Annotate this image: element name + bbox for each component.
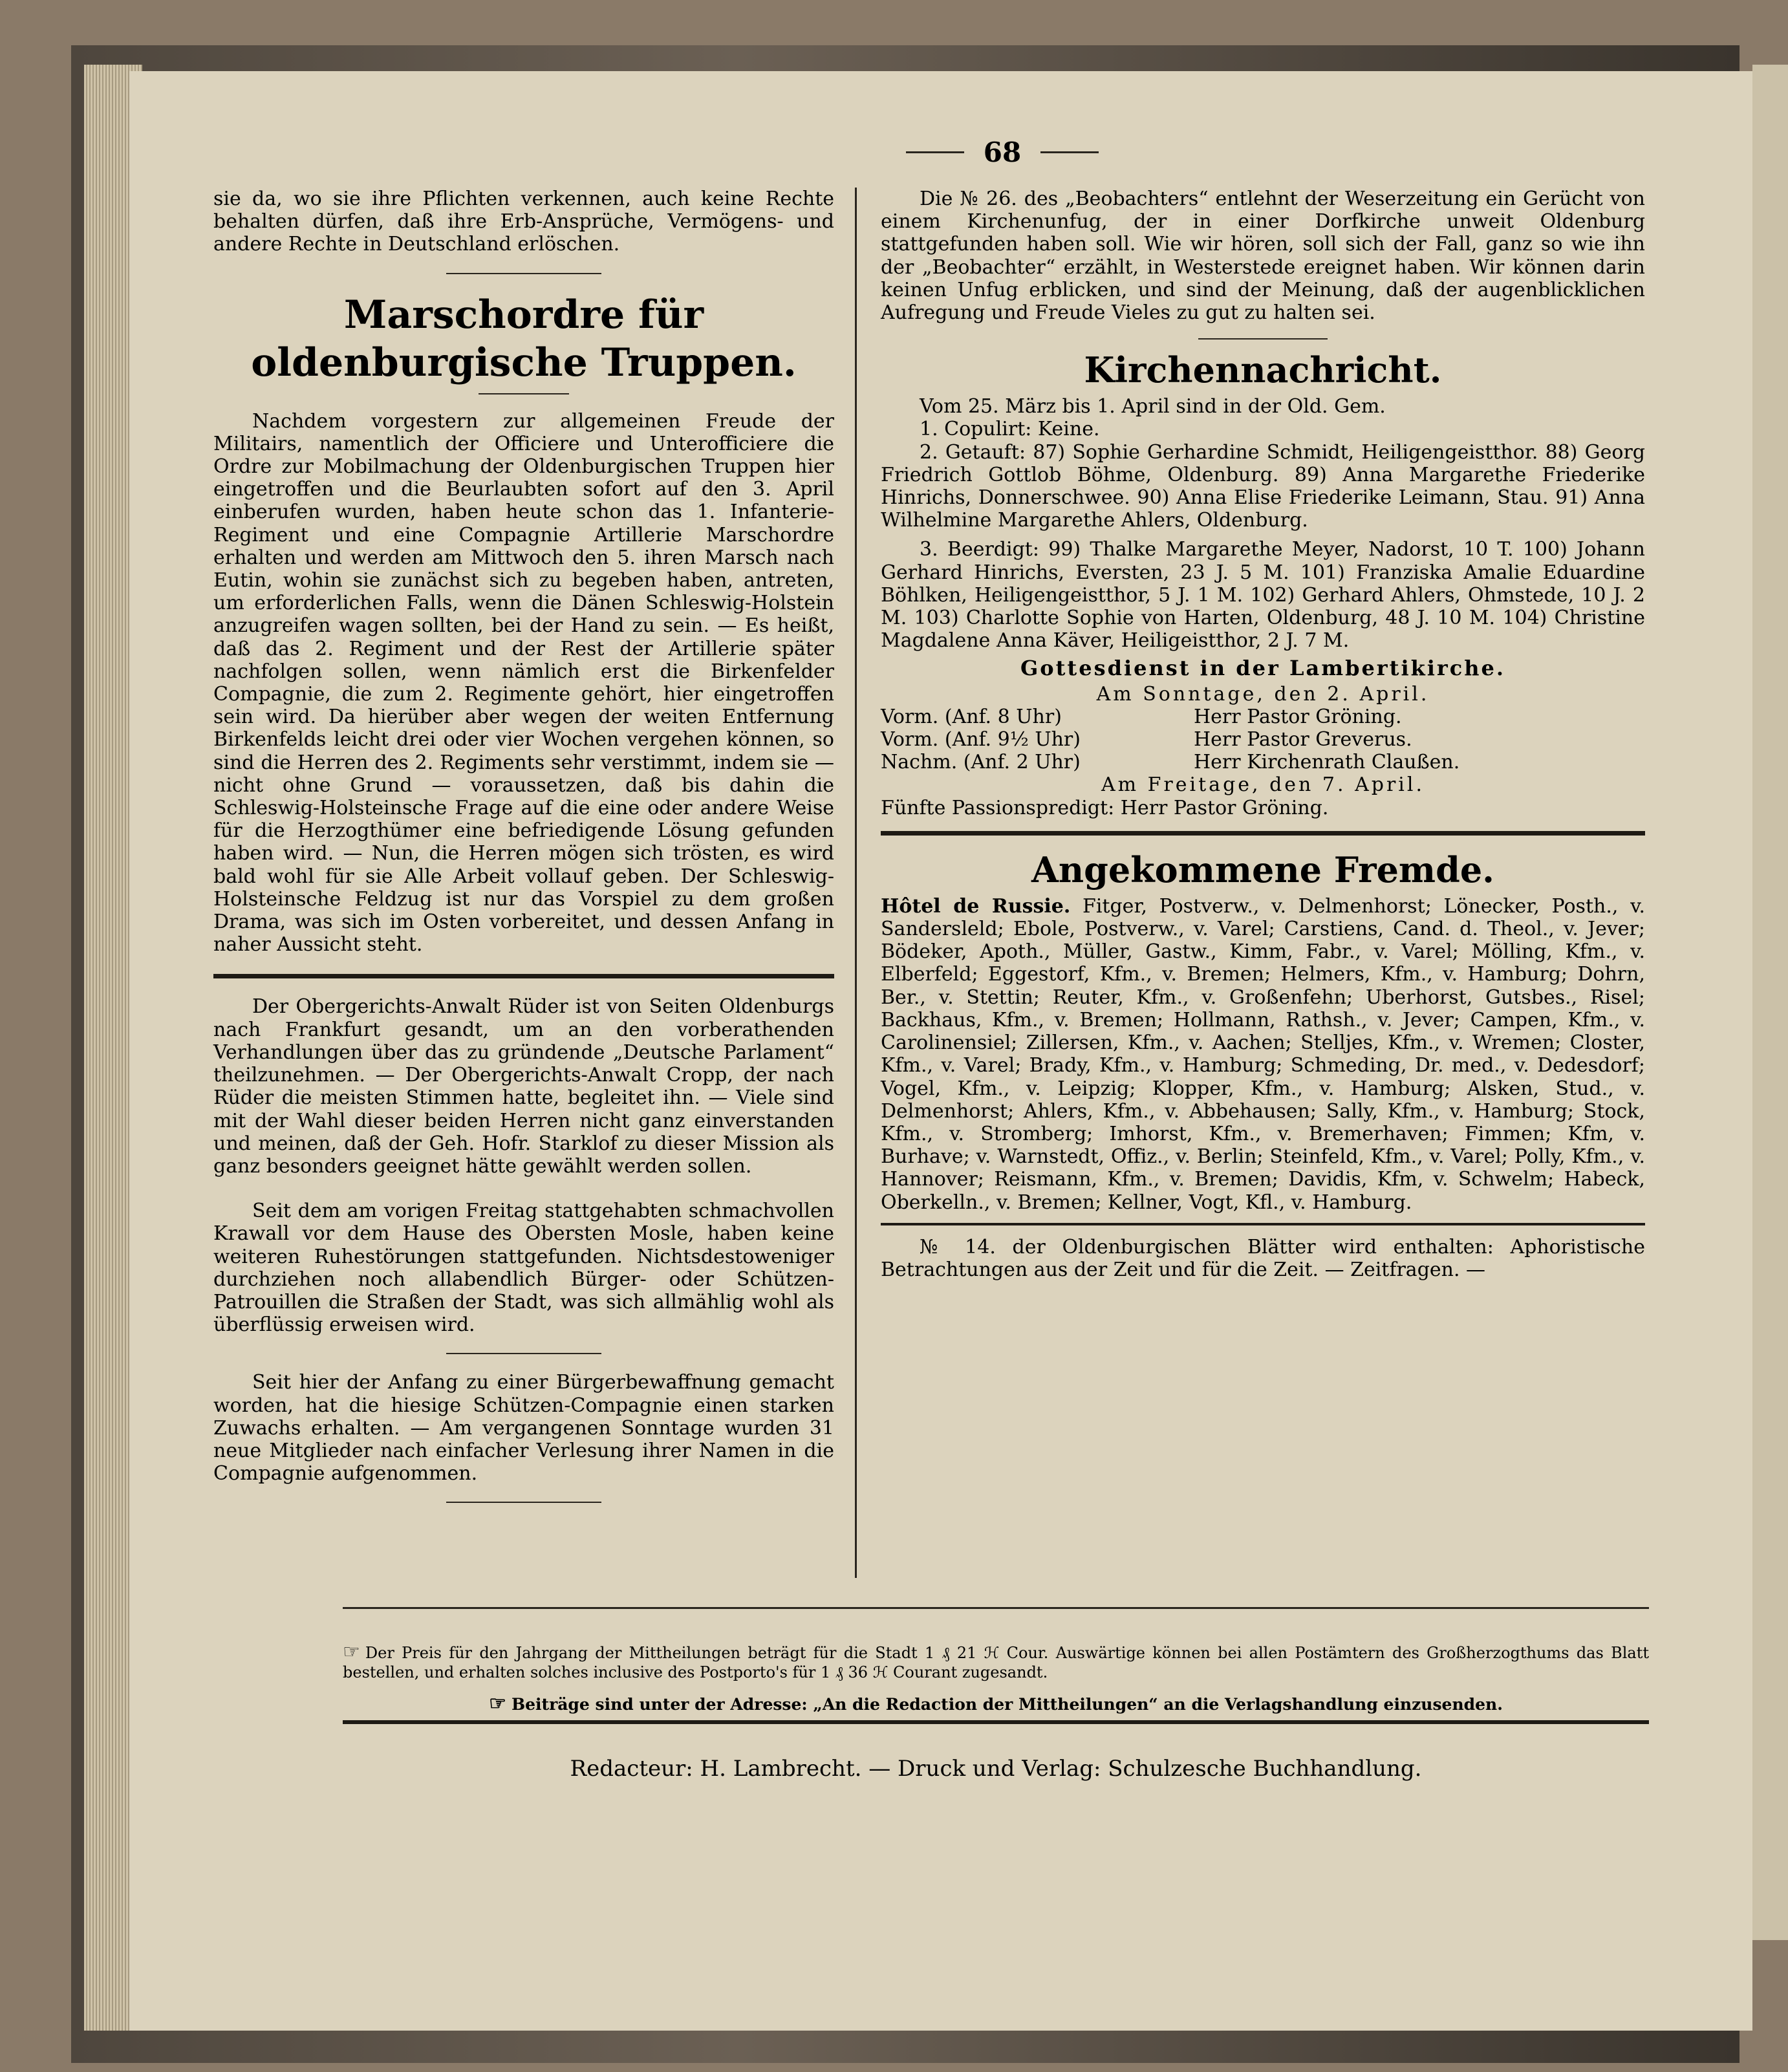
service-row — [881, 751, 1645, 773]
sunday-line: Am Sonntage, den 2. April. — [1096, 682, 1430, 706]
service-time: Vorm. (Anf. 9½ Uhr) — [881, 728, 1081, 751]
column-divider — [855, 188, 857, 1578]
copulirt-entry: 1. Copulirt: Keine. — [920, 418, 1100, 441]
angekommene-fremde-heading: Angekommene Fremde. — [1031, 848, 1494, 890]
page-number-dash-right — [1040, 151, 1099, 153]
imprint: Redacteur: H. Lambrecht. — Druck und Verlag: Schulzesche Buchhandlung. — [570, 1756, 1422, 1782]
beobachter-article: Die № 26. des „Beobachters“ entlehnt der Weserzeitung ein Gerücht von einem Kirchenunfug, der in einer Dorfkirche unweit Oldenburg stattgefunden haben soll. Wie wir hören, soll sich der Fall, ganz so wie ihn der „Beobachter“ erzählt, in Westerstede ereignet haben. Wir können darin keinen Unfug erblicken, und sind der Meinung, daß der augenblicklichen Aufregung und Freude Vieles zu gut zu halten sei. — [881, 188, 1645, 325]
page-number-dash-left — [906, 151, 964, 153]
short-rule — [446, 1353, 601, 1354]
left-column — [213, 188, 834, 1520]
thick-rule — [881, 831, 1645, 836]
service-time: Nachm. (Anf. 2 Uhr) — [881, 751, 1081, 774]
service-row — [881, 728, 1645, 751]
passion-line: Fünfte Passionspredigt: Herr Pastor Gröning. — [881, 796, 1329, 819]
page-number-row — [744, 133, 1261, 171]
kirchennachricht-heading: Kirchennachricht. — [1084, 349, 1442, 391]
arrivals-paragraph — [881, 895, 1645, 1214]
marschordre-article: Nachdem vorgestern zur allgemeinen Freude der Militairs, namentlich der Officiere und Unterofficiere die Ordre zur Mobilmachung der Oldenburgischen Truppen hier eingetroffen und die Beurlaubten sofort auf den 3. April einberufen wurden, haben heute schon das 1. Infanterie-Regiment und eine Compagnie Artillerie Marschordre erhalten und werden am Mittwoch den 5. ihren Marsch nach Eutin, wohin sie zunächst sich zu begeben haben, antreten, um erforderlichen Falls, wenn die Dänen Schleswig-Holstein anzugreifen wagen sollten, bei der Hand zu sein. — Es heißt, daß das 2. Regiment und der Rest der Artillerie später nachfolgen sollen, wenn nämlich erst die Birkenfelder Compagnie, die zum 2. Regimente gehört, hier eingetroffen sein wird. Da hierüber aber wegen der weiten Entfernung Birkenfelds leicht drei oder vier Wochen vergehen können, so sind die Herren des 2. Regiments sehr verstimmt, indem sie — nicht ohne Grund — voraussetzen, daß bis dahin die Schleswig-Holsteinsche Frage auf die eine oder andere Weise für die Herzogthümer eine befriedigende Lösung gefunden haben wird. — Nun, die Herren mögen sich trösten, es wird bald wohl für sie Alle Arbeit vollauf geben. Der Schleswig-Holsteinsche Feldzug ist nur das Vorspiel zu dem großen Drama, was sich im Osten vorbereitet, und dessen Anfang in naher Aussicht steht. — [213, 409, 834, 956]
service-preacher: Herr Kirchenrath Claußen. — [1194, 751, 1460, 774]
blaetter-notice: № 14. der Oldenburgischen Blätter wird enthalten: Aphoristische Betrachtungen aus der Zeit und für die Zeit. — Zeitfragen. — — [881, 1235, 1645, 1281]
service-time: Vorm. (Anf. 8 Uhr) — [881, 705, 1062, 728]
krawall-article: Seit dem am vorigen Freitag stattgehabten schmachvollen Krawall vor dem Hause des Obersten Mosle, haben keine weiteren Ruhestörungen stattgefunden. Nichtsdestoweniger durchziehen noch allabendlich Bürger- oder Schützen-Patrouillen die Straßen der Stadt, was sich allmählig wohl als überflüssig erweisen wird. — [213, 1200, 834, 1337]
right-page-strip — [1752, 65, 1788, 1940]
right-column — [881, 188, 1645, 1281]
beerdigt-entry: 3. Beerdigt: 99) Thalke Margarethe Meyer, Nadorst, 10 T. 100) Johann Gerhard Hinrichs, Eversten, 23 J. 5 M. 101) Franziska Amalie Eduardine Böhlken, Heiligengeistthor, 5 J. 1 M. 102) Gerhard Ahlers, Ohmstede, 10 J. 2 M. 103) Charlotte Sophie von Harten, Oldenburg, 48 J. 10 M. 104) Christine Magdalene Anna Käver, Heiligeistthor, 2 J. 7 M. — [881, 538, 1645, 653]
price-notice — [343, 1643, 1649, 1682]
service-row — [881, 706, 1645, 728]
short-rule — [479, 393, 569, 394]
service-preacher: Herr Pastor Gröning. — [1194, 705, 1402, 728]
short-rule — [446, 273, 601, 274]
footer-rule — [343, 1607, 1649, 1609]
short-rule — [446, 1502, 601, 1503]
submission-notice — [343, 1694, 1649, 1714]
rueder-article: Der Obergerichts-Anwalt Rüder ist von Seiten Oldenburgs nach Frankfurt gesandt, um an den vorberathenden Verhandlungen über das zu gründende „Deutsche Parlament“ theilzunehmen. — Der Obergerichts-Anwalt Cropp, der nach Rüder die meisten Stimmen hatte, begleitet ihn. — Viele sind mit der Wahl dieser beiden Herren nicht ganz einverstanden und meinen, daß der Geh. Hofr. Starklof zu dieser Mission als ganz besonders geeignet hätte gewählt werden sollen. — [213, 995, 834, 1178]
pointing-hand-icon: ☞ — [489, 1692, 506, 1715]
buergerbewaffnung-article: Seit hier der Anfang zu einer Bürgerbewaffnung gemacht worden, hat die hiesige Schützen-Compagnie einen starken Zuwachs erhalten. — Am vergangenen Sonntage wurden 31 neue Mitglieder nach einfacher Verlesung ihrer Namen in die Compagnie aufgenommen. — [213, 1371, 834, 1485]
pointing-hand-icon: ☞ — [343, 1641, 360, 1663]
continuation-paragraph: sie da, wo sie ihre Pflichten verkennen, auch keine Rechte behalten dürfen, daß ihre Erb-Ansprüche, Vermögens- und andere Rechte in Deutschland erlöschen. — [213, 188, 834, 256]
marschordre-heading: Marschordre für oldenburgische Truppen. — [251, 292, 797, 385]
thick-rule — [213, 974, 834, 978]
footer-thick-rule — [343, 1720, 1649, 1724]
thick-rule — [881, 1223, 1645, 1225]
price-notice-text: Der Preis für den Jahrgang der Mittheilungen beträgt für die Stadt 1 ₰ 21 ℋ Cour. Auswärtige können bei allen Postämtern des Großherzogthums das Blatt bestellen, und erhalten solches inclusive des Postporto's für 1 ₰ 36 ℋ Courant zugesandt. — [343, 1644, 1649, 1681]
service-heading: Gottesdienst in der Lambertikirche. — [1020, 656, 1506, 681]
hotel-name: Hôtel de Russie. — [881, 894, 1071, 918]
friday-line: Am Freitage, den 7. April. — [1101, 773, 1425, 797]
short-rule — [1198, 338, 1328, 340]
getauft-entry: 2. Getauft: 87) Sophie Gerhardine Schmidt, Heiligengeistthor. 88) Georg Friedrich Gottlob Böhme, Oldenburg. 89) Anna Margarethe Friederike Hinrichs, Donnerschwee. 90) Anna Elise Friederike Leimann, Stau. 91) Anna Wilhelmine Margarethe Ahlers, Oldenburg. — [881, 440, 1645, 532]
page-number: 68 — [983, 136, 1022, 168]
submission-notice-text: Beiträge sind unter der Adresse: „An die Redaction der Mittheilungen“ an die Verlagshandlung einzusenden. — [511, 1695, 1503, 1714]
church-intro: Vom 25. März bis 1. April sind in der Old. Gem. — [920, 395, 1386, 418]
arrivals-list: Fitger, Postverw., v. Delmenhorst; Lönecker, Posth., v. Sandersleld; Ebole, Postverw., v. Varel; Carstiens, Cand. d. Theol., v. Jever; Bödeker, Apoth., Müller, Gastw., Kimm, Fabr., v. Varel; Mölling, Kfm., v. Elberfeld; Eggestorf, Kfm., v. Bremen; Helmers, Kfm., v. Hamburg; Dohrn, Ber., v. Stettin; Reuter, Kfm., v. Großenfehn; Uberhorst, Gutsbes., Risel; Backhaus, Kfm., v. Bremen; Hollmann, Rathsh., v. Jever; Campen, Kfm., v. Carolinensiel; Zillersen, Kfm., v. Aachen; Stelljes, Kfm., v. Wremen; Closter, Kfm., v. Varel; Brady, Kfm., v. Hamburg; Schmeding, Dr. med., v. Dedesdorf; Vogel, Kfm., v. Leipzig; Klopper, Kfm., v. Hamburg; Alsken, Stud., v. Delmenhorst; Ahlers, Kfm., v. Abbehausen; Sally, Kfm., v. Hamburg; Stock, Kfm., v. Stromberg; Imhorst, Kfm., v. Bremerhaven; Fimmen; Kfm, v. Burhave; v. Warnstedt, Offiz., v. Berlin; Steinfeld, Kfm., v. Varel; Polly, Kfm., v. Hannover; Reismann, Kfm., v. Bremen; Davidis, Kfm, v. Schwelm; Habeck, Oberkelln., v. Bremen; Kellner, Vogt, Kfl., v. Hamburg. — [881, 894, 1645, 1214]
service-preacher: Herr Pastor Greverus. — [1194, 728, 1412, 751]
